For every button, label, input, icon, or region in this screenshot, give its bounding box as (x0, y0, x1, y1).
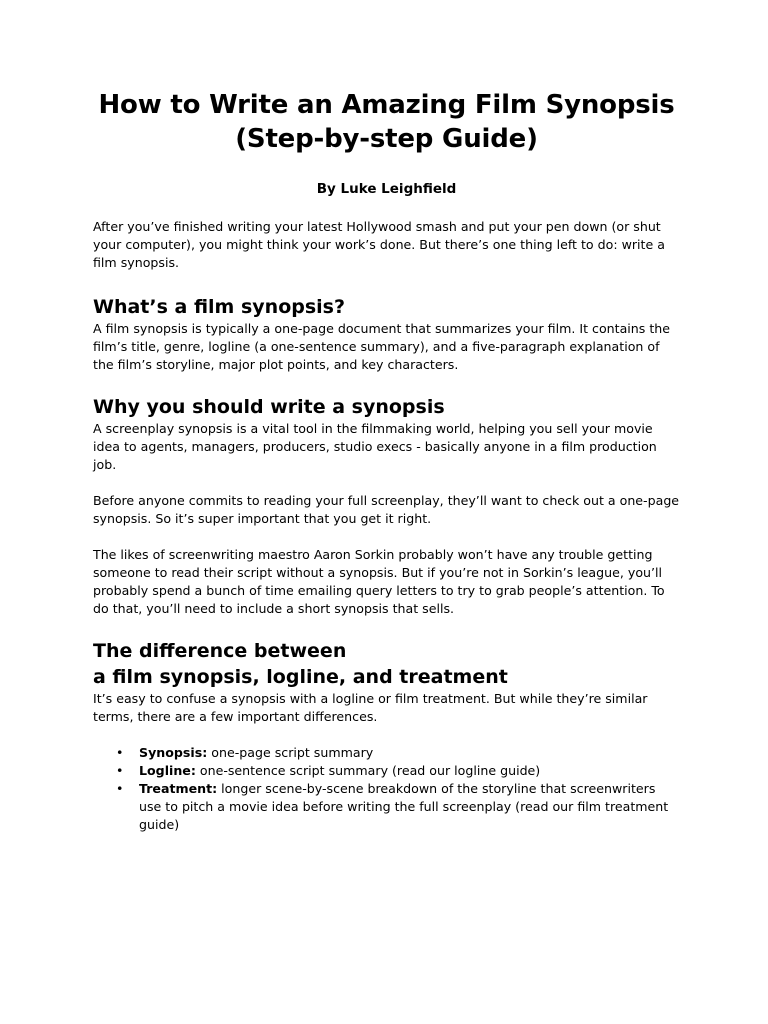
bullet-icon: • (116, 745, 124, 760)
section-heading-what: What’s a film synopsis? (93, 296, 346, 318)
section-difference-paragraph: It’s easy to confuse a synopsis with a logline or film treatment. But while they’re similar terms, there are a few important differences. (93, 691, 648, 724)
list-item-text: one-page script summary (207, 745, 374, 760)
title-line-2: (Step-by-step Guide) (235, 124, 538, 154)
section-why-paragraph-1: A screenplay synopsis is a vital tool in the filmmaking world, helping you sell your movie idea to agents, managers, producers, studio execs - basically anyone in a film production job. (93, 421, 657, 472)
list-item-treatment (116, 780, 680, 834)
section-heading-difference-line-2: a film synopsis, logline, and treatment (93, 666, 508, 688)
section-why-paragraph-2: Before anyone commits to reading your full screenplay, they’ll want to check out a one-page synopsis. So it’s super important that you get it right. (93, 493, 680, 526)
list-item-term: Logline: (139, 763, 196, 778)
page-title (93, 88, 680, 156)
bullet-icon: • (116, 763, 124, 778)
list-item-term: Synopsis: (139, 745, 208, 760)
section-what-paragraph: A film synopsis is typically a one-page document that summarizes your film. It contains the film’s title, genre, logline (a one-sentence summary), and a five-paragraph explanation of the film’s storyline, major plot points, and key characters. (93, 321, 671, 372)
list-item-term: Treatment: (139, 781, 218, 796)
title-line-1: How to Write an Amazing Film Synopsis (98, 90, 675, 120)
bullet-icon: • (116, 781, 124, 796)
list-item-text: one-sentence script summary (read our logline guide) (195, 763, 541, 778)
definitions-list (93, 744, 680, 834)
section-heading-difference (93, 638, 680, 690)
list-item-logline (116, 762, 680, 780)
list-item-synopsis (116, 744, 680, 762)
list-item-text: longer scene-by-scene breakdown of the storyline that screenwriters use to pitch a movie idea before writing the full screenplay (read our film treatment guide) (139, 781, 669, 832)
author-byline: By Luke Leighfield (316, 181, 457, 197)
intro-paragraph: After you’ve finished writing your latest Hollywood smash and put your pen down (or shut your computer), you might think your work’s done. But there’s one thing left to do: write a film synopsis. (93, 219, 665, 270)
section-heading-difference-line-1: The difference between (93, 640, 347, 662)
section-why-paragraph-3: The likes of screenwriting maestro Aaron Sorkin probably won’t have any trouble getting someone to read their script without a synopsis. But if you’re not in Sorkin’s league, you’ll probably spend a bunch of time emailing query letters to try to grab people’s attention. To do that, you’ll need to include a short synopsis that sells. (93, 547, 665, 616)
section-heading-why: Why you should write a synopsis (93, 396, 445, 418)
